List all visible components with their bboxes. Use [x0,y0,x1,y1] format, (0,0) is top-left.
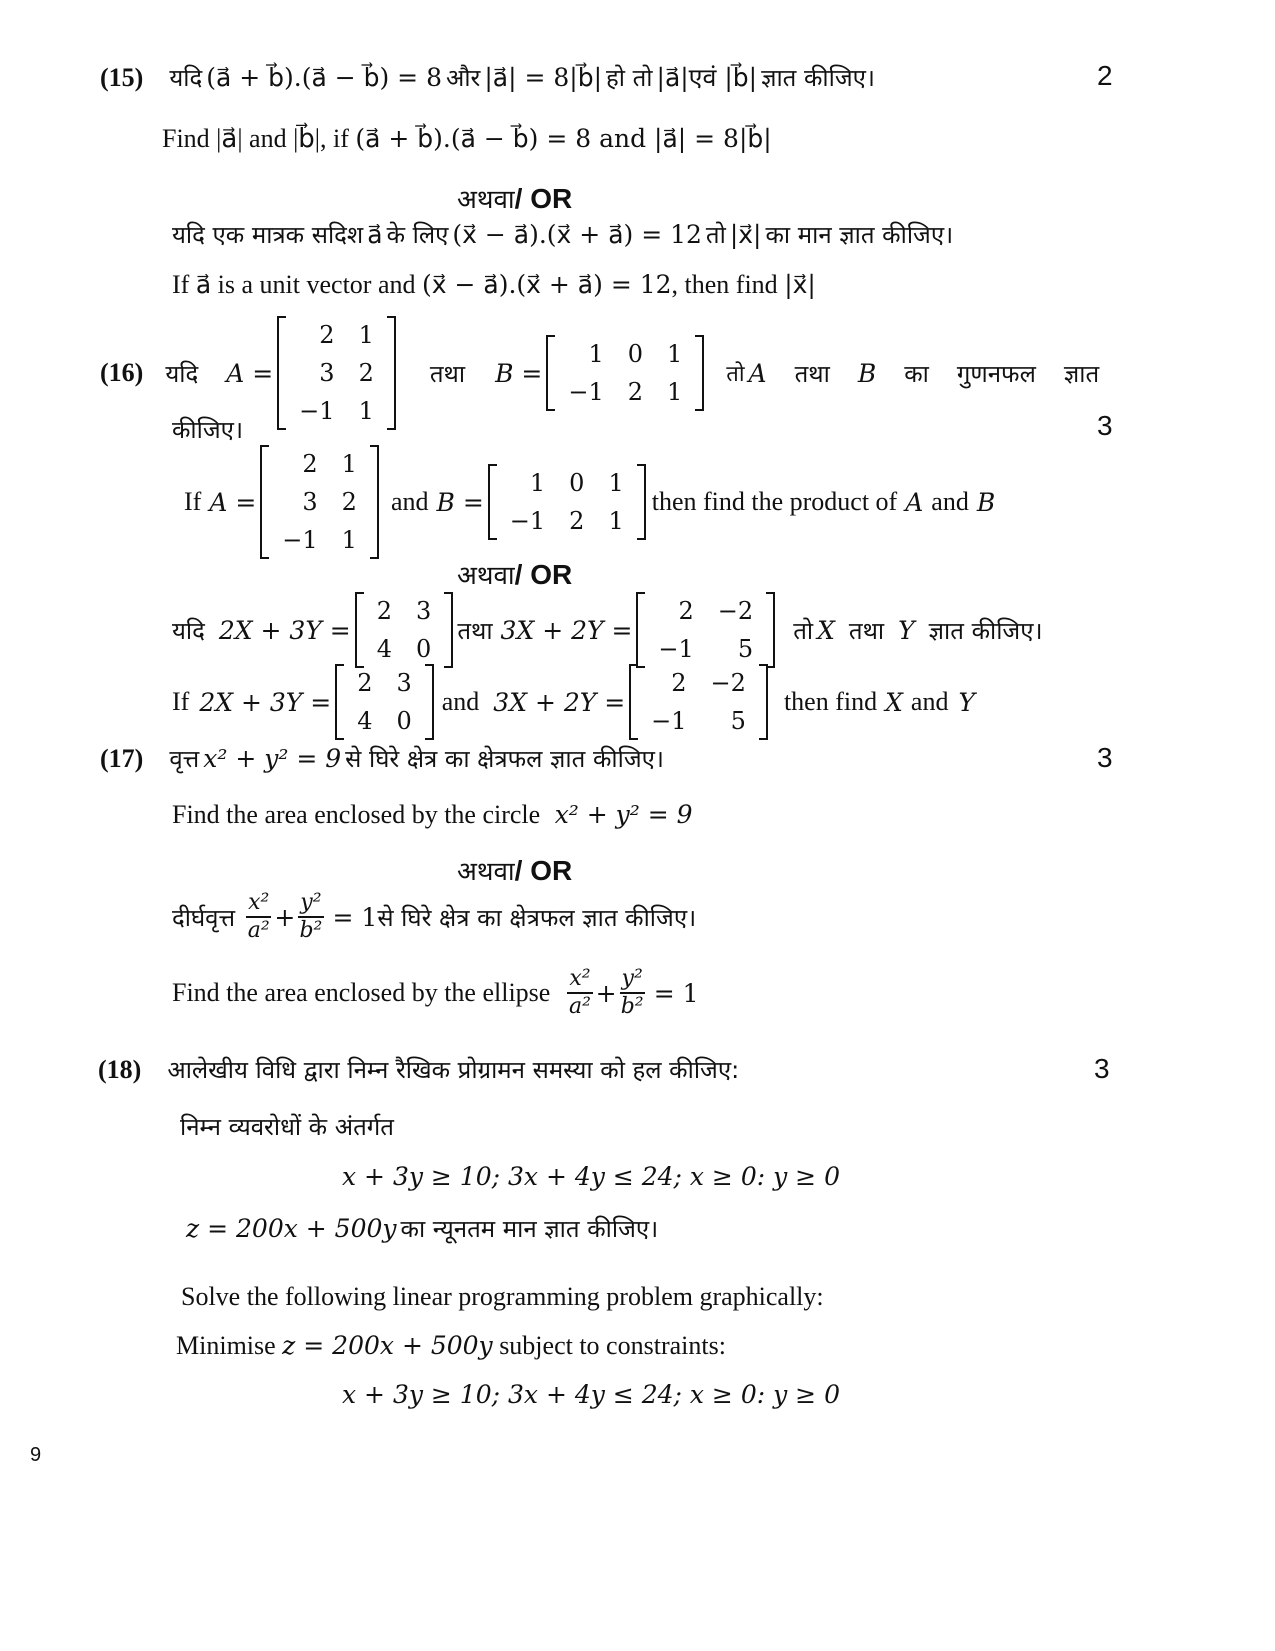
q18-hindi-subtitle: निम्न व्यवरोधों के अंतर्गत [180,1113,394,1141]
fraction-y2-b2: $\frac{\text{y²}}{\text{b²}}$ [620,966,644,1019]
matrix-2x2-first: 2 3 4 0 [335,664,434,740]
page-number: 9 [30,1444,42,1466]
q18-hindi-line: (18) आलेखीय विधि द्वारा निम्न रैखिक प्रोग्रामन समस्या को हल कीजिए: [98,1055,740,1084]
question-number: (17) [100,744,144,773]
fraction-x2-a2: $\frac{\text{x²}}{\text{a²}}$ [568,966,591,1019]
q15-hindi-line: (15) यदि (a⃗ + b⃗).(a⃗ − b⃗) = 8 और |a⃗| = 8|b⃗| हो तो |a⃗|एवं |b⃗| ज्ञात कीजिए। [100,63,876,92]
q17-hindi-line: (17) वृत्त x² + y² = 9 से घिरे क्षेत्र का क्षेत्रफल ज्ञात कीजिए। [100,744,664,773]
q16-alt-english-line: If 2X + 3Y = 2 3 4 0 and 3X + 2Y = 2 −2 −1 5 then find X and Y [172,664,975,740]
q16-alt-hindi-line: यदि 2X + 3Y = 2 3 4 0 तथा 3X + 2Y = 2 −2 −1 5 तो X तथा Y ज्ञात कीजिए। [172,592,1043,668]
question-number: (18) [98,1055,142,1084]
q18-objective-hindi: z = 200x + 500y का न्यूनतम मान ज्ञात कीजिए। [186,1214,659,1243]
matrix-B: 1 0 1 −1 2 1 [488,464,646,540]
marks: 3 [1094,1053,1110,1084]
matrix-2x2-first: 2 3 4 0 [355,592,454,668]
q18-english-line-1: Solve the following linear programming problem graphically: [181,1282,824,1311]
matrix-A: 2 1 3 2 −1 1 [260,445,379,559]
constraints-hindi: x + 3y ≥ 10; 3x + 4y ≤ 24; x ≥ 0: y ≥ 0 [342,1162,840,1191]
matrix-A: 2 1 3 2 −1 1 [277,316,396,430]
q18-english-line-2: Minimise z = 200x + 500y subject to constraints: [176,1331,726,1360]
q15-alt-english-line: If a⃗ is a unit vector and (x⃗ − a⃗).(x⃗ + a⃗) = 12, then find |x⃗| [172,270,816,299]
fraction-y2-b2: $\frac{\text{y²}}{\text{b²}}$ [299,890,323,943]
matrix-2x2-second: 2 −2 −1 5 [629,664,768,740]
matrix-B: 1 0 1 −1 2 1 [546,335,704,411]
q16-hindi-line: (16) यदि A = 2 1 3 2 −1 1 तथा B = 1 0 1 −1 2 1 तो A तथा B का गुणनफल ज्ञात [100,316,1099,430]
marks: 3 [1097,410,1113,441]
q15-english-line: Find |a⃗| and |b⃗|, if (a⃗ + b⃗).(a⃗ − b⃗) = 8 and |a⃗| = 8|b⃗| [162,124,772,153]
or-divider: अथवा/ OR [457,183,573,215]
q17-alt-english-line: Find the area enclosed by the ellipse $\frac{\text{x²}}{\text{a²}}$ + $\frac{\text{y²}}{\text{b²}}$ = 1 [172,966,699,1019]
marks: 2 [1097,60,1113,91]
or-divider: अथवा/ OR [457,855,573,887]
or-divider: अथवा/ OR [457,559,573,591]
q17-alt-hindi-line: दीर्घवृत्त $\frac{\text{x²}}{\text{a²}}$ + $\frac{\text{y²}}{\text{b²}}$ = 1 से घिरे क्षेत्र का क्षेत्रफल ज्ञात कीजिए। [172,890,697,943]
marks: 3 [1097,742,1113,773]
constraints-english: x + 3y ≥ 10; 3x + 4y ≤ 24; x ≥ 0: y ≥ 0 [342,1380,840,1409]
q16-hindi-continuation: कीजिए। [172,416,244,444]
question-number: (15) [100,63,144,92]
matrix-2x2-second: 2 −2 −1 5 [636,592,775,668]
q17-english-line: Find the area enclosed by the circle x² + y² = 9 [172,800,693,829]
question-number: (16) [100,358,144,387]
q16-english-line: If A = 2 1 3 2 −1 1 and B = 1 0 1 −1 2 1 then find the product of A and B [184,445,995,559]
fraction-x2-a2: $\frac{\text{x²}}{\text{a²}}$ [247,890,270,943]
q15-alt-hindi-line: यदि एक मात्रक सदिश a⃗ के लिए (x⃗ − a⃗).(x⃗ + a⃗) = 12 तो |x⃗| का मान ज्ञात कीजिए। [172,220,954,249]
